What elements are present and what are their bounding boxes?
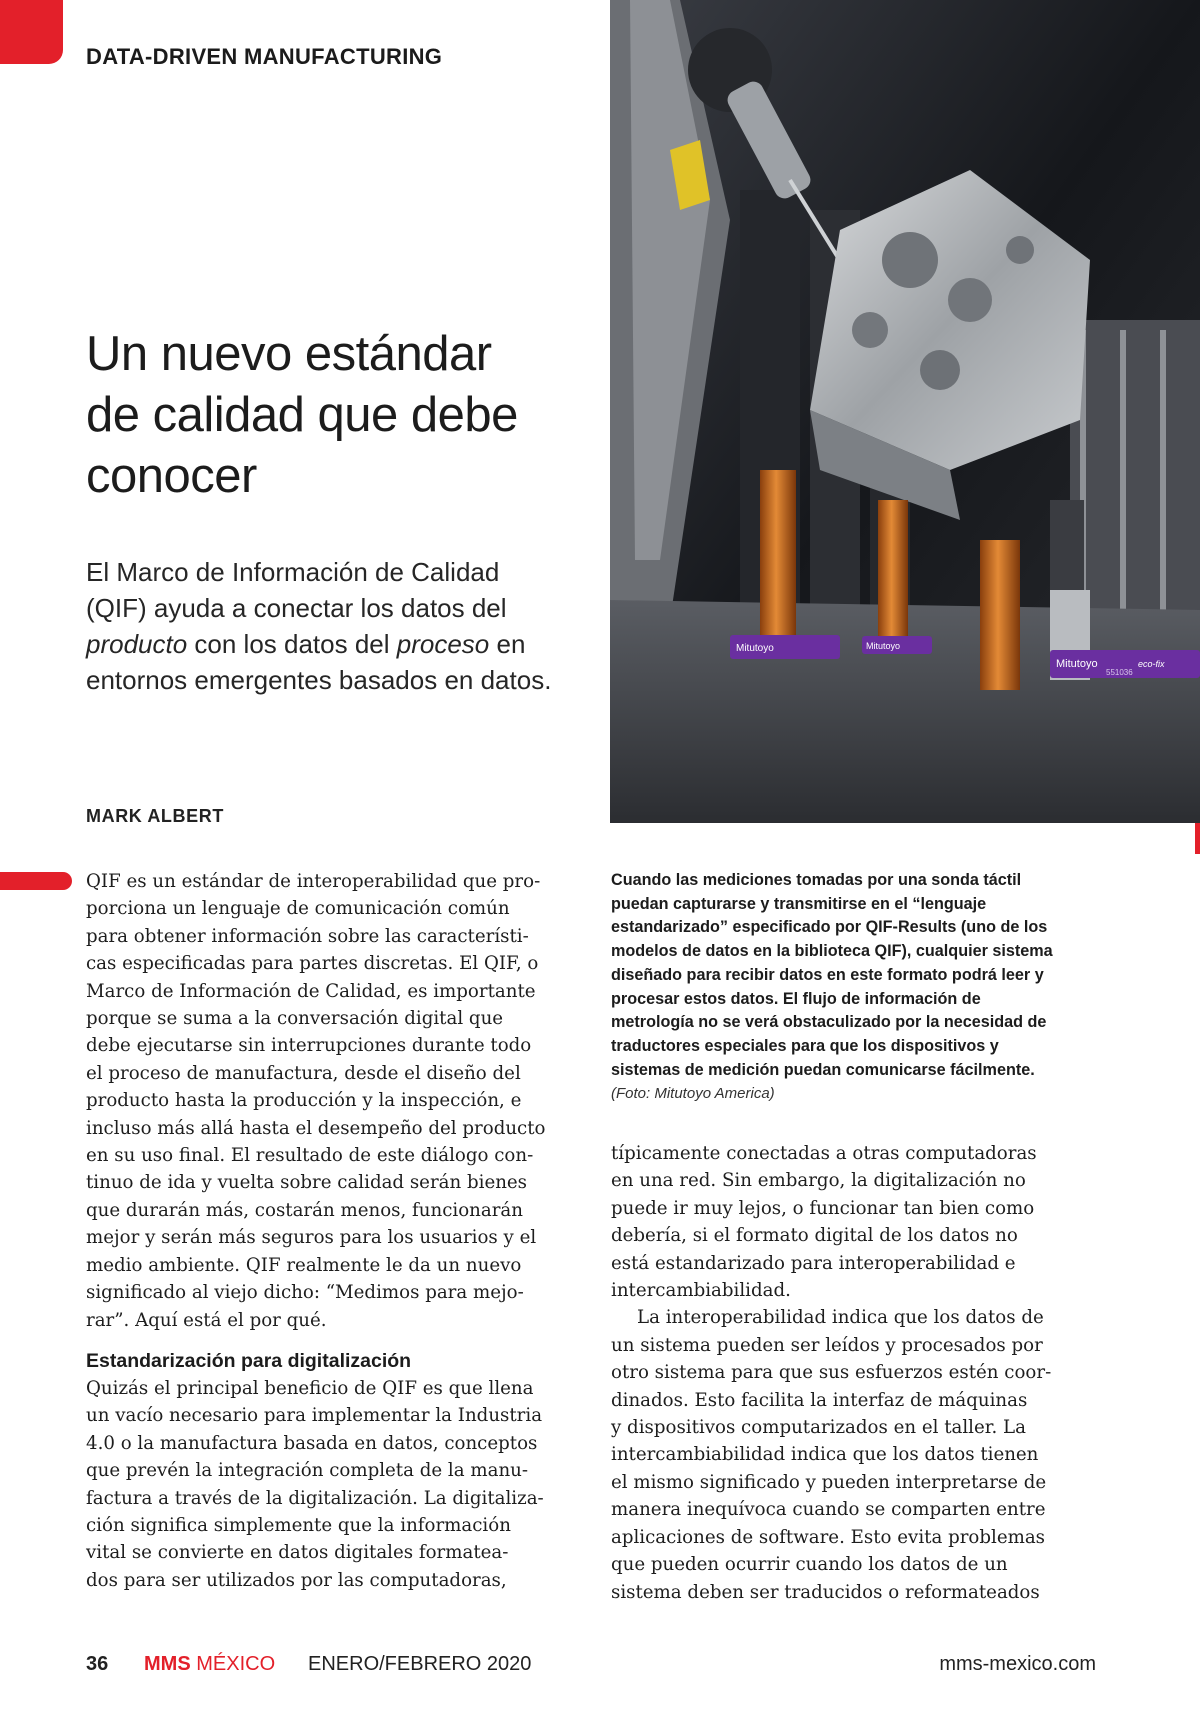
body-line: un vacío necesario para implementar la Industria [86,1405,543,1427]
section-label: DATA-DRIVEN MANUFACTURING [86,44,443,69]
body-line: mejor y serán más seguros para los usuarios y el [86,1227,537,1249]
photo-small-code: 551036 [1106,668,1133,677]
body-line: producto hasta la producción y la inspección, e [86,1090,522,1112]
body-line: 4.0 o la manufactura basada en datos, conceptos [86,1432,538,1454]
magazine-name [144,1653,275,1676]
section-subheading: Estandarización para digitalización [86,1349,412,1372]
issue-date: ENERO/FEBRERO 2020 [308,1653,532,1675]
body-paragraph [611,1140,1101,1304]
body-line: Quizás el principal beneficio de QIF es que llena [86,1377,534,1399]
body-line: que prevén la integración completa de la manu- [86,1460,529,1482]
body-line: para obtener información sobre las característi- [86,925,529,947]
body-line: La interoperabilidad indica que los datos de [637,1307,1044,1329]
deck-line [86,626,606,662]
body-line: ción significa simplemente que la información [86,1514,511,1536]
magazine-name-rest: MÉXICO [190,1653,276,1675]
body-paragraph [86,868,576,1334]
body-line: porque se suma a la conversación digital que [86,1008,504,1030]
caption-line: traductores especiales para que los dispositivos y [611,1036,999,1055]
photo-brand-label: Mitutoyo [1056,658,1098,670]
deck-text: en [489,629,526,659]
body-line: aplicaciones de software. Esto evita problemas [611,1526,1046,1548]
photo-brand-label: Mitutoyo [866,641,901,651]
body-column-right [611,1140,1101,1606]
deck-emphasis: producto [86,629,188,659]
caption-line: procesar estos datos. El flujo de información de [611,989,981,1008]
body-line: en su uso final. El resultado de este diálogo con- [86,1145,534,1167]
body-line: dos para ser utilizados por las computadoras, [86,1569,507,1591]
body-line: tinuo de ida y vuelta sobre calidad serán bienes [86,1172,528,1194]
body-line: otro sistema para que sus esfuerzos estén coor- [611,1362,1052,1384]
article-deck [86,554,606,698]
body-line: factura a través de la digitalización. La digitaliza- [86,1487,544,1509]
deck-line: El Marco de Información de Calidad [86,557,500,587]
body-line: debe ejecutarse sin interrupciones durante todo [86,1035,532,1057]
body-paragraph [611,1304,1101,1605]
body-line: vital se convierte en datos digitales formatea- [86,1542,509,1564]
body-line: está estandarizado para interoperabilidad e [611,1252,1016,1274]
photo-brand-label: Mitutoyo [736,643,774,654]
deck-emphasis: proceso [396,629,490,659]
body-line: en una red. Sin embargo, la digitalización no [611,1170,1026,1192]
headline-line: conocer [86,449,257,503]
body-line: intercambiabilidad. [611,1280,791,1302]
photo-credit: (Foto: Mitutoyo America) [611,1085,775,1103]
headline-line: Un nuevo estándar [86,327,492,381]
deck-line: entornos emergentes basados en datos. [86,665,552,695]
body-line: el proceso de manufactura, desde el diseño del [86,1062,521,1084]
body-line: manera inequívoca cuando se comparten entre [611,1499,1046,1521]
body-line: que durarán más, costarán menos, funcionarán [86,1199,523,1221]
body-line: intercambiabilidad indica que los datos tienen [611,1444,1039,1466]
body-line: típicamente conectadas a otras computadoras [611,1143,1037,1164]
magazine-name-bold: MMS [144,1653,191,1675]
column-accent-tab [0,872,72,890]
page-number: 36 [86,1653,109,1675]
caption-line: puedan capturarse y transmitirse en el “lenguaje [611,894,987,913]
caption-line: modelos de datos en la biblioteca QIF), cualquier sistema [611,942,1053,961]
photo-small-code: eco-fix [1138,659,1165,669]
article-headline [86,324,606,507]
caption-line: sistemas de medición puedan comunicarse fácilmente. [611,1060,1035,1079]
body-column-left [86,868,576,1594]
body-line: que pueden ocurrir cuando los datos de un [611,1554,1008,1576]
corner-accent-tab [0,0,63,64]
body-line: significado al viejo dicho: “Medimos para mejo- [86,1282,524,1304]
photo-caption [611,869,1111,1106]
body-line: dinados. Esto facilita la interfaz de máquinas [611,1389,1028,1411]
body-line: debería, si el formato digital de los datos no [611,1225,1018,1247]
body-line: medio ambiente. QIF realmente le da un nuevo [86,1254,522,1276]
body-line: rar”. Aquí está el por qué. [86,1309,327,1331]
caption-line: estandarizado” especificado por QIF-Results (uno de los [611,918,1048,937]
body-line: QIF es un estándar de interoperabilidad que pro- [86,871,541,892]
body-line: porciona un lenguaje de comunicación común [86,898,510,920]
body-line: incluso más allá hasta el desempeño del producto [86,1117,546,1139]
cmm-probe-photo [610,0,1200,823]
website-url: mms-mexico.com [939,1653,1096,1675]
body-line: sistema deben ser traducidos o reformateados [611,1581,1040,1603]
body-line: Marco de Información de Calidad, es importante [86,980,536,1002]
caption-line: Cuando las mediciones tomadas por una sonda táctil [611,871,1022,889]
deck-text: con los datos del [187,629,397,659]
photo-illustration [610,0,1200,823]
body-line: puede ir muy lejos, o funcionar tan bien como [611,1197,1035,1219]
body-paragraph [86,1375,576,1594]
body-line: cas especificadas para partes discretas. El QIF, o [86,953,539,975]
deck-line: (QIF) ayuda a conectar los datos del [86,593,507,623]
caption-line: metrología no se verá obstaculizado por la necesidad de [611,1013,1047,1032]
headline-line: de calidad que debe [86,388,518,442]
body-line: el mismo significado y pueden interpretarse de [611,1471,1047,1493]
byline: MARK ALBERT [86,806,224,826]
body-line: y dispositivos computarizados en el taller. La [611,1417,1026,1439]
body-line: un sistema pueden ser leídos y procesados por [611,1334,1043,1356]
page-footer [86,1653,1096,1683]
caption-line: diseñado para recibir datos en este formato podrá leer y [611,965,1044,984]
